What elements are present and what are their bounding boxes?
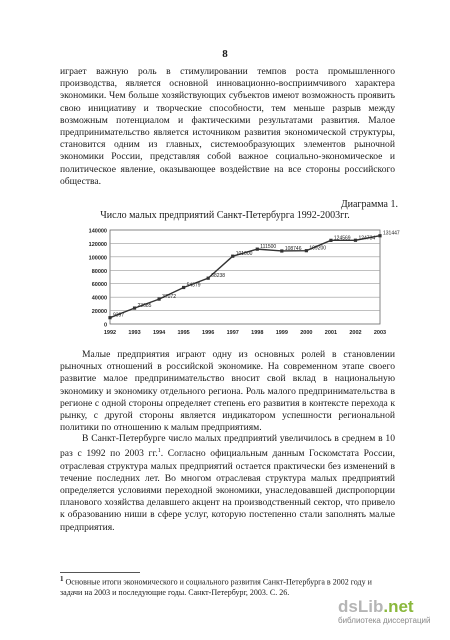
data-point — [329, 239, 332, 242]
data-label: 68238 — [211, 273, 226, 280]
footnote — [60, 574, 395, 598]
chart-title: Число малых предприятий Санкт-Петербурга 1992-2003гг. — [100, 210, 350, 221]
data-point — [157, 298, 160, 301]
y-tick-label: 120000 — [88, 241, 107, 248]
data-label: 111500 — [260, 244, 277, 251]
plot-area — [110, 230, 380, 324]
x-tick-label: 1996 — [202, 330, 215, 336]
data-label: 9397 — [113, 312, 125, 319]
data-label: 101000 — [235, 251, 253, 258]
x-tick-label: 1998 — [251, 330, 264, 336]
watermark-logo-tld: .net — [383, 597, 414, 616]
x-tick-label: 1999 — [275, 330, 288, 336]
data-point — [133, 306, 136, 309]
data-label: 37072 — [162, 294, 176, 301]
y-tick-label: 0 — [103, 322, 107, 329]
data-label: 124569 — [333, 235, 351, 242]
data-label: 109200 — [309, 245, 327, 252]
data-point — [280, 249, 283, 252]
x-tick-label: 1995 — [177, 330, 190, 336]
footnote-mark: 1 — [60, 575, 64, 583]
x-tick-label: 2003 — [373, 330, 387, 336]
data-point — [207, 277, 210, 280]
watermark-logo-main: dsLib — [338, 597, 384, 616]
x-tick-label: 2001 — [324, 330, 338, 336]
x-tick-label: 1993 — [128, 330, 141, 336]
data-point — [108, 316, 111, 319]
data-label: 124734 — [358, 235, 376, 242]
footnote-text: Основные итоги экономического и социального развития Санкт-Петербурга в 2002 году и задачи на 2003 и последующие годы. Санкт-Петербург, 2003. С. 26. — [60, 577, 372, 597]
diagram-label: Диаграмма 1. — [340, 199, 398, 210]
y-tick-label: 60000 — [91, 282, 107, 289]
x-tick-label: 1994 — [152, 330, 166, 336]
paragraph-3-start: В Санкт-Петербурге число малых предприятий увеличилось в среднем в 10 раз с 1992 по 2003 гг. — [60, 433, 395, 460]
data-point — [182, 286, 185, 289]
data-label: 23685 — [137, 303, 152, 310]
watermark-subtitle: библиотека диссертаций — [338, 616, 431, 625]
x-tick-label: 2000 — [300, 330, 313, 336]
y-tick-label: 100000 — [88, 255, 107, 262]
paragraph-3-rest: . Согласно официальным данным Госкомстата России, отраслевая структура малых предприятий остается практически без изменений в течение последних лет. Во многом отраслевая структура малых предприятий определяется условиями переходной экономики, унаследовавшей диспропорции планового хозяйства делавшего акцент на производственный сектор, что привело к образованию ниши в сфере услуг, которую постепенно стали заполнять малые предприятия. — [60, 448, 395, 533]
data-point — [231, 255, 234, 258]
y-tick-label: 140000 — [88, 228, 107, 235]
y-tick-label: 80000 — [91, 268, 107, 275]
data-point — [256, 248, 259, 251]
paragraph-1: играет важную роль в стимулировании темпов роста промышленного производства, является основной инновационно-восприимчивого характера экономики. Чем больше хозяйствующих субъектов имеют возможность проявить свою инициативу и творческие способности, тем меньше разрыв между возможным потенциалом и фактическими результатами развития. Малое предпринимательство является источником развития экономической структуры, становится одним из главных, системообразующих элементов рыночной экономики России, представляя собой важное социально-экономическое и политическое явление, оказывающее воздействие на все стороны российского общества. — [60, 66, 395, 187]
footnote-reference: 1 — [157, 448, 161, 455]
data-label: 131447 — [383, 230, 400, 237]
line-chart — [68, 224, 400, 342]
y-tick-label: 40000 — [91, 295, 107, 302]
data-point — [378, 234, 381, 237]
x-tick-label: 2002 — [349, 330, 362, 336]
data-point — [305, 249, 308, 252]
footnote-separator — [60, 572, 140, 573]
watermark — [338, 598, 448, 625]
paragraph-3 — [60, 433, 395, 534]
data-label: 54379 — [186, 282, 201, 289]
data-label: 108746 — [284, 245, 302, 252]
watermark-logo — [338, 598, 448, 616]
y-tick-label: 20000 — [91, 309, 107, 316]
x-tick-label: 1997 — [226, 330, 239, 336]
data-point — [354, 239, 357, 242]
page-number: 8 — [222, 48, 228, 60]
x-tick-label: 1992 — [103, 330, 117, 336]
paragraph-2: Малые предприятия играют одну из основных ролей в становлении рыночных отношений в российской экономике. На современном этапе своего развитие малое предпринимательство вносит свой вклад в национальную экономику и экономику отдельного региона. Роль малого предпринимательства в регионе с одной стороны определяет степень его развития в контексте перехода к рынку, с другой стороны является индикатором успешности региональной политики по отношению к малым предприятиям. — [60, 349, 395, 434]
